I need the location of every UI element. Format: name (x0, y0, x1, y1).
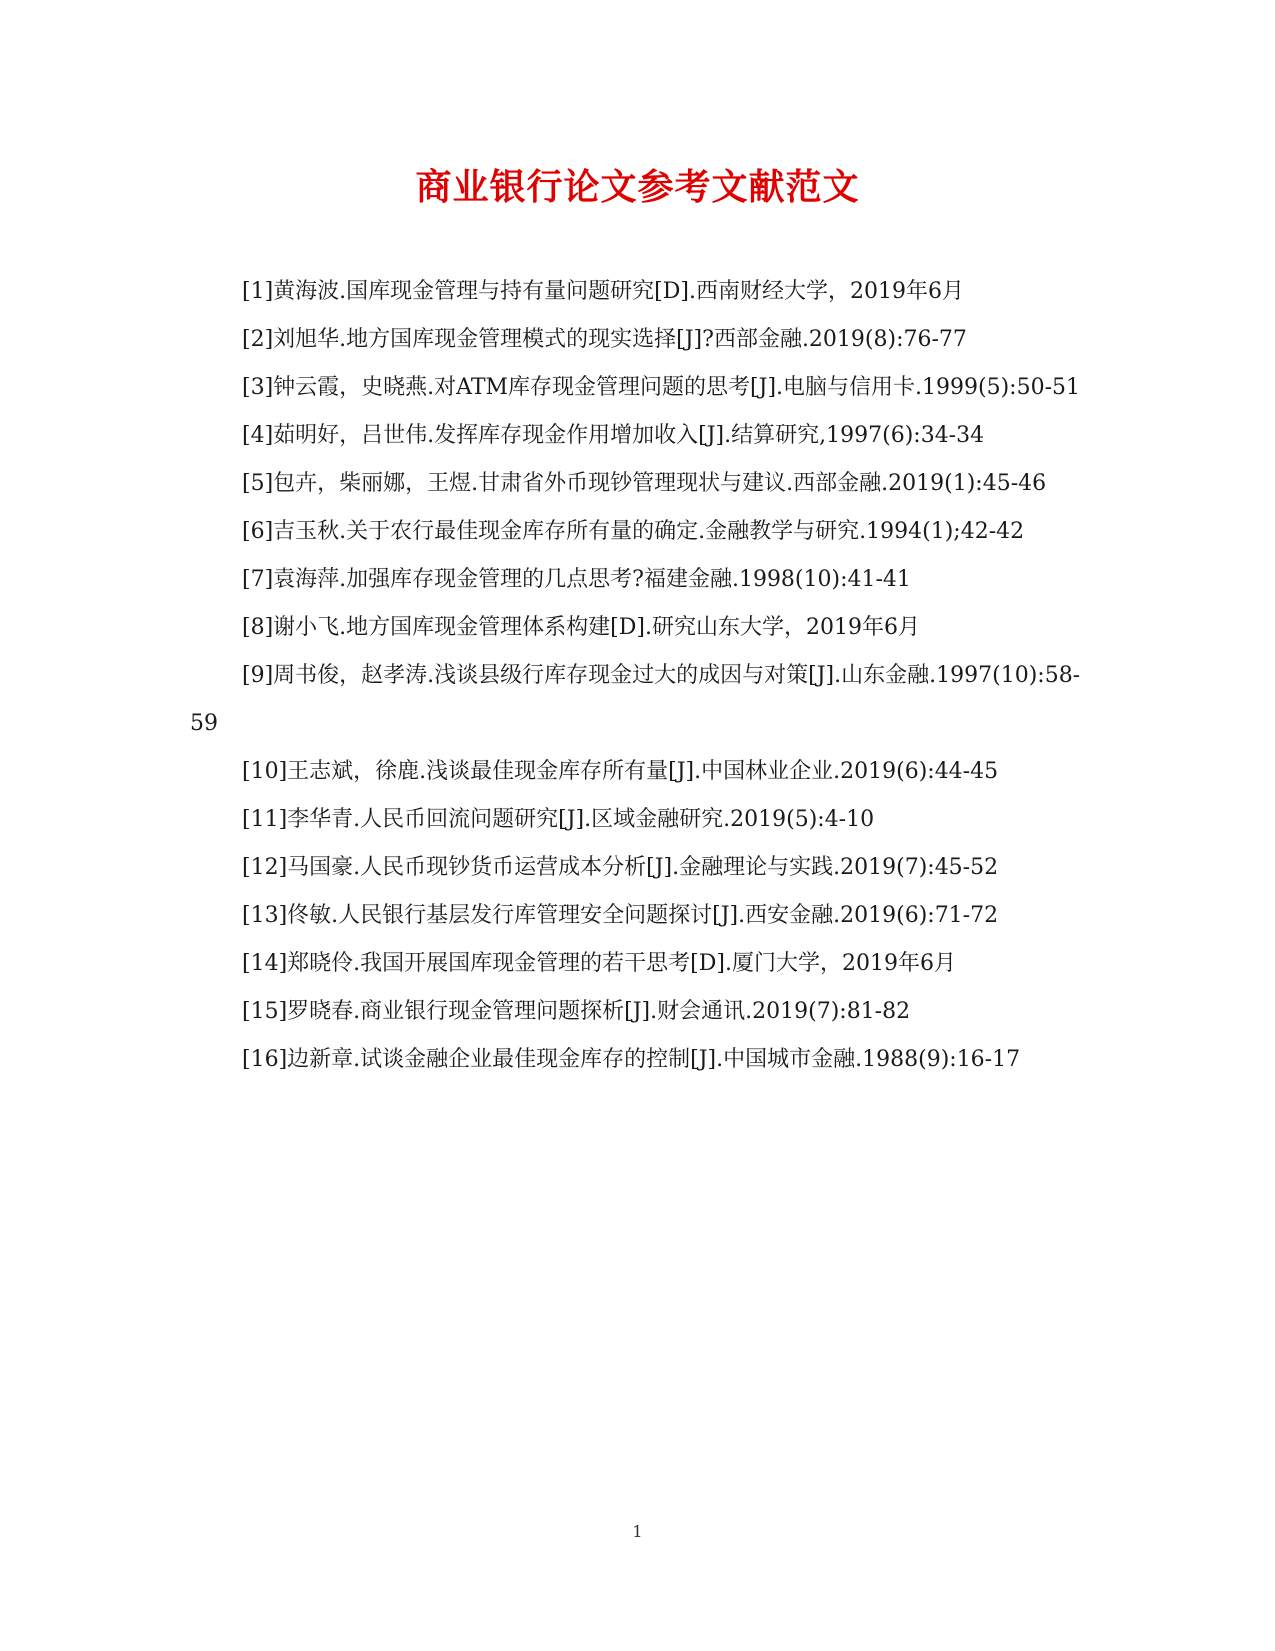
page-number: 1 (632, 1522, 643, 1541)
reference-list (190, 268, 1090, 1084)
reference-item: [13]佟敏.人民银行基层发行库管理安全问题探讨[J].西安金融.2019(6):71-72 (242, 903, 999, 928)
reference-item: [10]王志斌，徐鹿.浅谈最佳现金库存所有量[J].中国林业企业.2019(6):44-45 (242, 759, 999, 784)
reference-item: [16]边新章.试谈金融企业最佳现金库存的控制[J].中国城市金融.1988(9):16-17 (242, 1047, 1021, 1072)
reference-item: [1]黄海波.国库现金管理与持有量问题研究[D].西南财经大学，2019年6月 (242, 279, 964, 304)
reference-item: [4]茹明好，吕世伟.发挥库存现金作用增加收入[J].结算研究,1997(6):34-34 (242, 423, 985, 448)
reference-item: [2]刘旭华.地方国库现金管理模式的现实选择[J]?西部金融.2019(8):76-77 (242, 327, 967, 352)
reference-item: [6]吉玉秋.关于农行最佳现金库存所有量的确定.金融教学与研究.1994(1);42-42 (242, 519, 1025, 544)
reference-item: [5]包卉，柴丽娜，王煜.甘肃省外币现钞管理现状与建议.西部金融.2019(1):45-46 (242, 471, 1047, 496)
reference-item: [7]袁海萍.加强库存现金管理的几点思考?福建金融.1998(10):41-41 (242, 567, 911, 592)
reference-item: [3]钟云霞，史晓燕.对ATM库存现金管理问题的思考[J].电脑与信用卡.1999(5):50-51 (242, 375, 1080, 400)
page-title: 商业银行论文参考文献范文 (415, 166, 860, 208)
reference-item: [11]李华青.人民币回流问题研究[J].区域金融研究.2019(5):4-10 (242, 807, 875, 832)
reference-item: [12]马国豪.人民币现钞货币运营成本分析[J].金融理论与实践.2019(7):45-52 (242, 855, 999, 880)
reference-item: [15]罗晓春.商业银行现金管理问题探析[J].财会通讯.2019(7):81-82 (242, 999, 911, 1024)
reference-item: [8]谢小飞.地方国库现金管理体系构建[D].研究山东大学，2019年6月 (242, 615, 920, 640)
reference-item: [9]周书俊，赵孝涛.浅谈县级行库存现金过大的成因与对策[J].山东金融.1997(10):58-59 (190, 663, 1081, 736)
reference-item: [14]郑晓伶.我国开展国库现金管理的若干思考[D].厦门大学，2019年6月 (242, 951, 956, 976)
